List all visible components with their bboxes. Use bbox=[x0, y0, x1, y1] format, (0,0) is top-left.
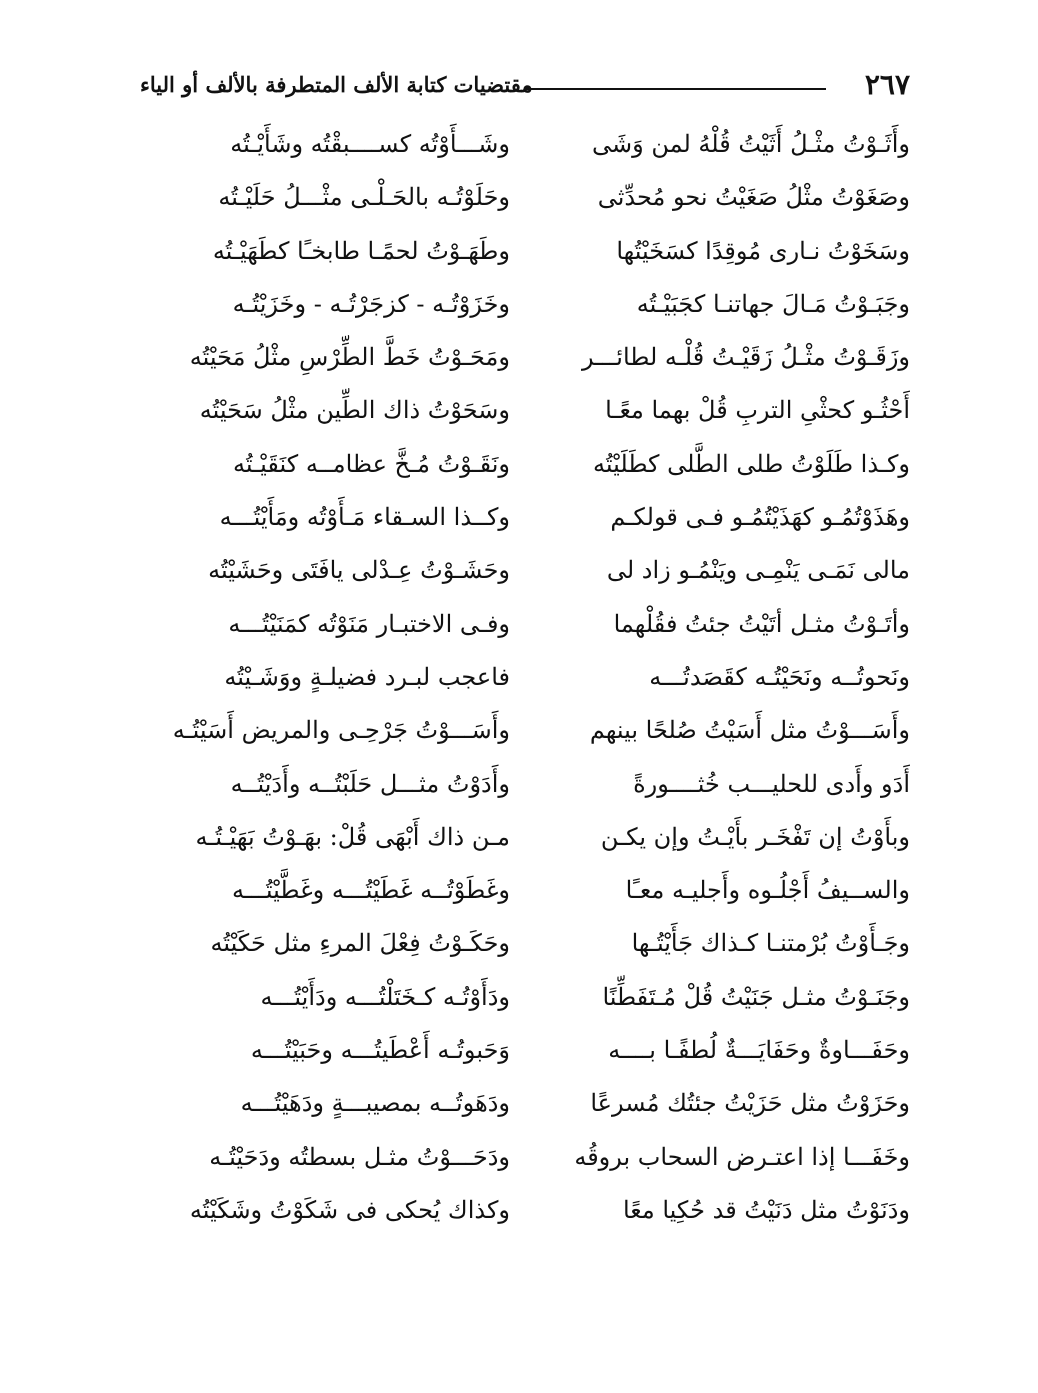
first-hemistich: وكـذا طَلَوْتُ طلى الطَّلى كطَلَيْتُه bbox=[593, 449, 910, 478]
second-hemistich: وَحَبوتُـه أَعْطَيتُـــه وحَبَيْتُـــه bbox=[250, 1036, 510, 1065]
first-hemistich: وأَسَـــوْتُ مثل أَسَيْتُ صُلحًا بينهم bbox=[589, 716, 910, 745]
verse-line bbox=[150, 651, 910, 704]
second-hemistich: وطَهَـوْتُ لحمًـا طابخـًا كطَهَيْـتُه bbox=[212, 236, 510, 265]
verse-line bbox=[150, 278, 910, 331]
second-hemistich: وأَسَـــوْتُ جَرْحِـى والمريض أَسَيْتُـه bbox=[172, 716, 510, 745]
second-hemistich: وغَطَوْتُــه غَطَيْتُـــه وغَطَّيْتُـــه bbox=[231, 876, 510, 905]
first-hemistich: أَدَو وأَدى للحليـــب خُثــــورةً bbox=[633, 769, 910, 798]
first-hemistich: أَحْثُـو كحثْىِ التربِ قُلْ بهما معًـا bbox=[605, 396, 910, 425]
page-header bbox=[140, 62, 910, 108]
first-hemistich: وصَغَوْتُ مثْلُ صَغَيْتُ نحو مُحدِّثى bbox=[597, 183, 910, 212]
second-hemistich: وكــذا السـقاء مَـأَوْتُه ومَأَيْتُـــه bbox=[219, 503, 510, 532]
first-hemistich: وأتَـوْتُ مثـل أتَيْتُ جئتُ فقُلْهما bbox=[613, 609, 910, 638]
verse-line bbox=[150, 384, 910, 437]
second-hemistich: ومَحَـوْتُ خَطَّ الطِّرْسِ مثْلُ مَحَيْتُه bbox=[189, 343, 510, 372]
second-hemistich: ودَهَوتُــه بمصيبـــةٍ ودَهَيْتُـــه bbox=[240, 1089, 510, 1118]
first-hemistich: وهَذَوْتُمُـو كهَذَيْتُمُـو فـى قولكـم bbox=[610, 503, 910, 532]
first-hemistich: وبأَوْتُ إن تَفْخَـر بأَيْـتُ وإن يكـن bbox=[600, 822, 910, 851]
second-hemistich: وحَكَـوْتُ فِعْلَ المرءِ مثل حَكَيْتُه bbox=[210, 929, 510, 958]
second-hemistich: ودَأَوْتُـه كـخَتَلْتُـــه ودَأَيْتُـــه bbox=[260, 982, 510, 1011]
first-hemistich: والســيفُ أَجْلُـوه وأَجليـه معـًا bbox=[625, 876, 910, 905]
verse-line bbox=[150, 971, 910, 1024]
second-hemistich: وشَـــأَوْتُه كســــبقْتُه وشَأَيْـتُه bbox=[230, 130, 510, 158]
verse-line bbox=[150, 1077, 910, 1130]
verse-line bbox=[150, 704, 910, 757]
second-hemistich: فاعجب لبـرد فضيلـةٍ ووَشَـيْتُه bbox=[224, 662, 510, 691]
second-hemistich: وأَدَوْتُ مثـــل حَلَبْتُــه وأَدَيْتُــه bbox=[230, 769, 510, 798]
verse-line bbox=[150, 544, 910, 597]
second-hemistich: وفـى الاختبـار مَنَوْتُه كمَنَيْتُـــه bbox=[228, 609, 510, 638]
first-hemistich: وحَزَوْتُ مثل حَزَيْتُ جئتُك مُسرعًا bbox=[590, 1089, 910, 1118]
second-hemistich: وحَلَوْتُـه بالحَـلْـى مثْـــلُ حَلَيْـتُه bbox=[218, 183, 510, 212]
verse-line bbox=[150, 225, 910, 278]
first-hemistich: وجَنَـوْتُ مثـل جَنَيْتُ قُلْ مُـتَفَطِّنًا bbox=[602, 982, 910, 1011]
verse-line bbox=[150, 917, 910, 970]
verse-line bbox=[150, 811, 910, 864]
first-hemistich: وجَـأَوْتُ بُرْمتنـا كـذاك جَأَيْتُـها bbox=[631, 929, 910, 958]
second-hemistich: وكذاك يُحكى فى شَكَوْتُ وشَكَيْتُه bbox=[189, 1195, 510, 1224]
verse-line bbox=[150, 491, 910, 544]
verse-line bbox=[150, 864, 910, 917]
first-hemistich: وخَفَـــا إذا اعتـرض السحاب بروقُه bbox=[574, 1142, 910, 1171]
first-hemistich: وجَبَـوْتُ مَـالَ جهاتنـا كجَبَيْـتُه bbox=[636, 289, 910, 318]
first-hemistich: وسَخَوْتُ نـارى مُوقِدًا كسَخَيْتُها bbox=[616, 236, 910, 265]
verse-line bbox=[150, 438, 910, 491]
first-hemistich: وزَقَـوْتُ مثْـلُ زَقَيْـتُ قُلْـه لطائـــر bbox=[581, 343, 910, 372]
verse-line bbox=[150, 598, 910, 651]
second-hemistich: وسَحَوْتُ ذاك الطِّين مثْلُ سَحَيْتُه bbox=[199, 396, 510, 425]
second-hemistich: مـن ذاك أَبْهَى قُلْ: بهَـوْتُ بَهَيْـتُـه bbox=[195, 822, 510, 851]
running-title: مقتضيات كتابة الألف المتطرفة بالألف أو الياء bbox=[140, 72, 533, 97]
verse-line bbox=[150, 1024, 910, 1077]
first-hemistich: ونَحوتُــه ونَحَيْتُـه كقَصَدتُـــه bbox=[649, 662, 910, 691]
first-hemistich: مالى نَمَـى يَنْمِـى ويَنْمُـو زاد لى bbox=[606, 556, 910, 585]
first-hemistich: وأَثَـوْتُ مثْـلُ أَثَيْتُ قُلْهُ لمن وَشَى bbox=[591, 130, 910, 158]
verse-line bbox=[150, 1184, 910, 1237]
verse-line bbox=[150, 331, 910, 384]
second-hemistich: ونَقَـوْتُ مُـخَّ عظامــه كنَقَيْـتُه bbox=[233, 449, 510, 478]
verse-line bbox=[150, 758, 910, 811]
poem-verses bbox=[150, 118, 910, 1237]
page-number: ٢٦٧ bbox=[864, 68, 910, 101]
second-hemistich: وحَشَـوْتُ عِـدْلى يافَتَى وحَشَيْتُه bbox=[208, 556, 510, 585]
first-hemistich: وحَفَـــاوةٌ وحَفَايَـــةٌ لُطفًـا بــــه bbox=[608, 1036, 910, 1065]
verse-line bbox=[150, 118, 910, 171]
verse-line bbox=[150, 1131, 910, 1184]
second-hemistich: وخَزَوْتُـه - كزجَرْتُـه - وخَزَيْتُـه bbox=[232, 289, 510, 318]
first-hemistich: ودَنَوْتُ مثل دَنَيْتُ قد حُكِيا معًا bbox=[622, 1195, 910, 1224]
second-hemistich: ودَحَـــوْتُ مثـل بسطتُه ودَحَيْتُـه bbox=[209, 1142, 510, 1171]
verse-line bbox=[150, 171, 910, 224]
header-rule bbox=[526, 88, 826, 90]
